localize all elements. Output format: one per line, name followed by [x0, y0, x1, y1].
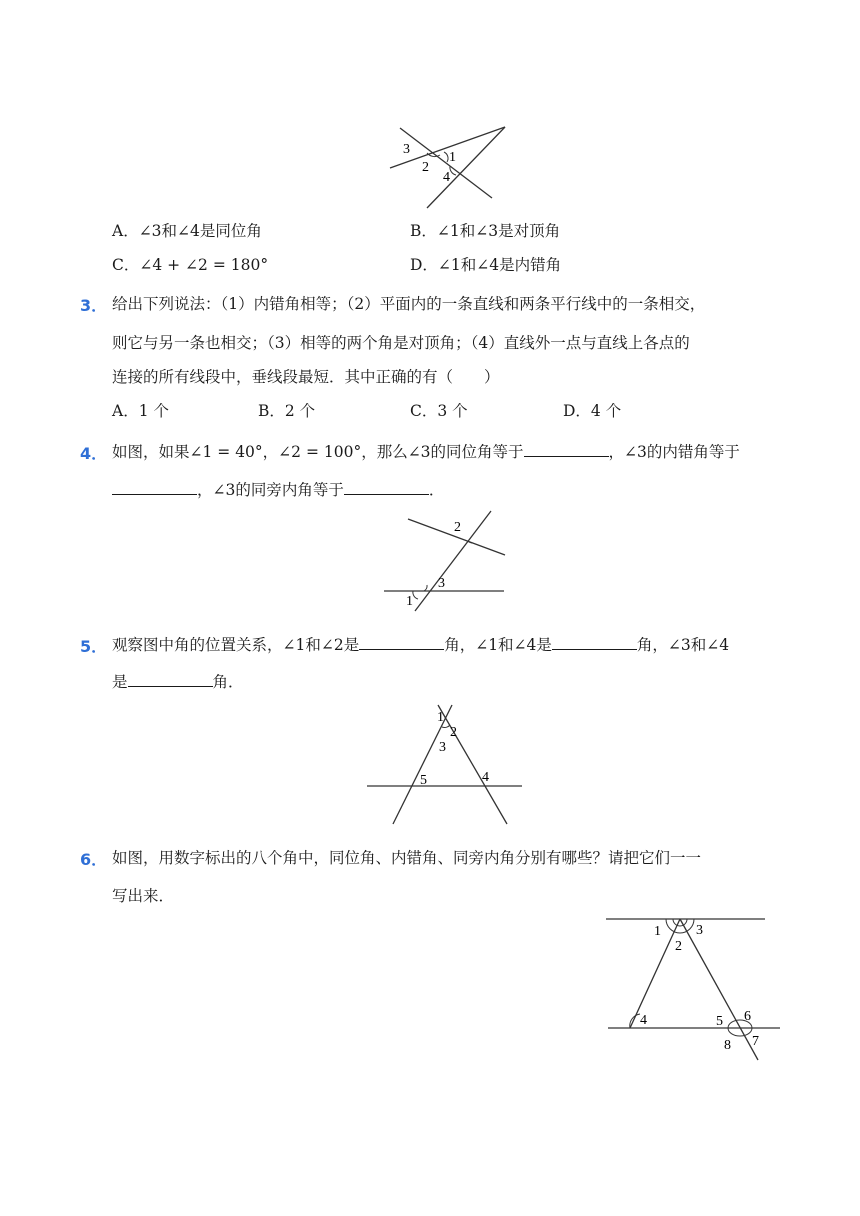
q5-line-2: [112, 672, 244, 692]
q6-line-2: 写出来．: [112, 887, 175, 905]
q2-option-b: B．∠1和∠3是对顶角: [410, 222, 561, 240]
fig-q6-label-3: 3: [696, 923, 703, 938]
fig-q5-label-1: 1: [437, 710, 444, 725]
answer-blank[interactable]: [552, 635, 637, 650]
fig-q4-label-1: 1: [406, 594, 413, 609]
q3-line-3: 连接的所有线段中，垂线段最短．其中正确的有（ ）: [112, 368, 500, 386]
q3-option-a: A．1 个: [112, 402, 169, 420]
fig-q6-label-7: 7: [752, 1034, 759, 1049]
q5-line-1: [112, 635, 729, 655]
q5-text-2b: 角．: [212, 673, 244, 691]
q3-option-b: B．2 个: [258, 402, 316, 420]
q4-text-2a: ，∠3的同旁内角等于: [197, 481, 344, 499]
figure-q4: [380, 505, 510, 615]
fig-q2-label-2: 2: [422, 160, 429, 175]
fig-q5-label-2: 2: [450, 725, 457, 740]
fig-q2-label-4: 4: [443, 170, 450, 185]
fig-q2-label-1: 1: [449, 150, 456, 165]
answer-blank[interactable]: [359, 635, 444, 650]
q3-option-c: C．3 个: [410, 402, 468, 420]
q3-option-d: D．4 个: [563, 402, 622, 420]
fig-q5-label-4: 4: [482, 770, 489, 785]
q3-line-2: 则它与另一条也相交；（3）相等的两个角是对顶角；（4）直线外一点与直线上各点的: [112, 334, 690, 352]
answer-blank[interactable]: [128, 672, 213, 687]
answer-blank[interactable]: [112, 480, 197, 495]
fig-q6-label-8: 8: [724, 1038, 731, 1053]
q4-text-1b: ，∠3的内错角等于: [608, 443, 740, 461]
fig-q6-label-1: 1: [654, 924, 661, 939]
fig-q5-label-3: 3: [439, 740, 446, 755]
answer-blank[interactable]: [524, 442, 609, 457]
q3-line-1: 给出下列说法：（1）内错角相等；（2）平面内的一条直线和两条平行线中的一条相交，: [112, 295, 706, 313]
fig-q4-label-2: 2: [454, 520, 461, 535]
q6-number: 6．: [80, 850, 108, 869]
q6-line-1: 如图，用数字标出的八个角中，同位角、内错角、同旁内角分别有哪些？请把它们一一: [112, 849, 702, 867]
q4-text-2b: ．: [428, 481, 445, 499]
fig-q6-label-5: 5: [716, 1014, 723, 1029]
fig-q6-label-6: 6: [744, 1009, 751, 1024]
q5-number: 5．: [80, 637, 108, 656]
fig-q5-label-5: 5: [420, 773, 427, 788]
fig-q6-label-2: 2: [675, 939, 682, 954]
q5-text-1c: 角，∠3和∠4: [636, 636, 730, 654]
q2-option-c: C．∠4 + ∠2 = 180°: [112, 256, 269, 274]
figure-q5: [362, 702, 527, 830]
q4-line-2: [112, 480, 444, 500]
q3-number: 3．: [80, 296, 108, 315]
q4-line-1: [112, 442, 740, 462]
q4-text-1a: 如图，如果∠1 = 40°，∠2 = 100°，那么∠3的同位角等于: [112, 443, 524, 461]
answer-blank[interactable]: [344, 480, 429, 495]
q2-option-a: A．∠3和∠4是同位角: [112, 222, 262, 240]
q5-text-1b: 角，∠1和∠4是: [444, 636, 552, 654]
q2-option-d: D．∠1和∠4是内错角: [410, 256, 562, 274]
q4-number: 4．: [80, 444, 108, 463]
q5-text-1a: 观察图中角的位置关系，∠1和∠2是: [112, 636, 360, 654]
q5-text-2a: 是: [112, 673, 128, 691]
figure-q2: [370, 120, 520, 212]
fig-q4-label-3: 3: [438, 576, 445, 591]
figure-q6: [600, 908, 784, 1068]
fig-q6-label-4: 4: [640, 1013, 647, 1028]
fig-q2-label-3: 3: [403, 142, 410, 157]
